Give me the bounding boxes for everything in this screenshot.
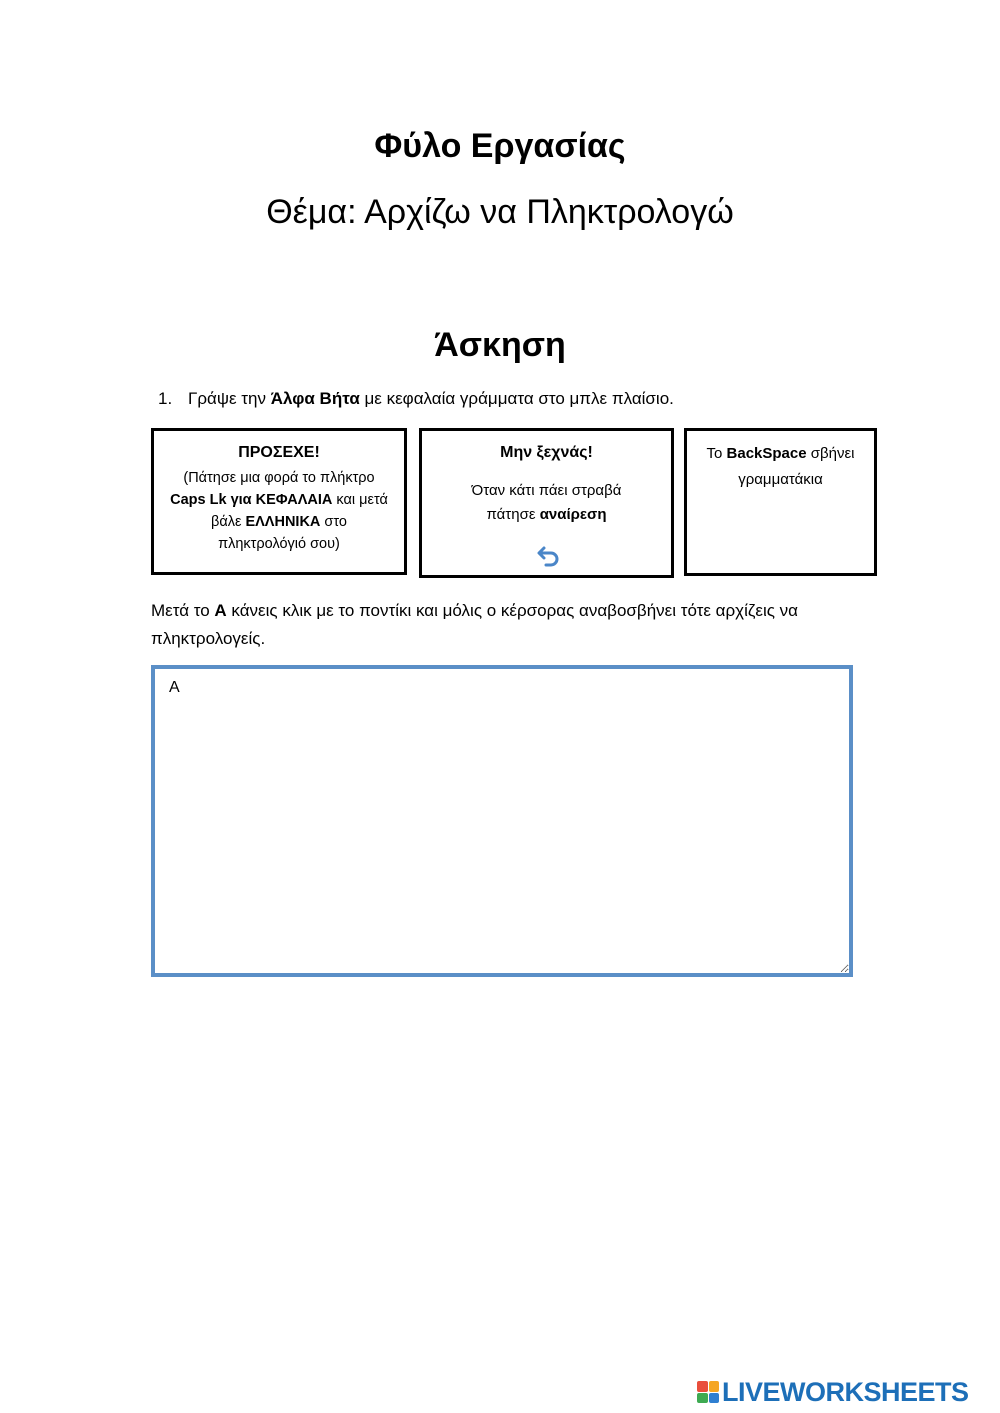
attention-line-2 bbox=[154, 489, 404, 511]
liveworksheets-logo bbox=[697, 1378, 969, 1406]
reminder-box bbox=[419, 428, 674, 578]
attention-body bbox=[154, 467, 404, 555]
backspace-bold: BackSpace bbox=[726, 445, 807, 462]
attention-title: ΠΡΟΣΕΧΕ! bbox=[238, 444, 320, 461]
attention-line-3 bbox=[154, 511, 404, 533]
attention-line-3-after: στο bbox=[320, 514, 347, 530]
attention-line-2-after: και μετά bbox=[332, 492, 388, 508]
backspace-line-1 bbox=[687, 441, 874, 467]
logo-text: LIVEWORKSHEETS bbox=[722, 1377, 969, 1407]
attention-line-4: πληκτρολόγιό σου) bbox=[218, 536, 340, 552]
answer-textbox[interactable] bbox=[151, 665, 853, 977]
backspace-after: σβήνει bbox=[806, 445, 855, 462]
undo-bold: αναίρεση bbox=[539, 506, 607, 523]
backspace-before: Το bbox=[706, 445, 727, 462]
reminder-body bbox=[422, 479, 671, 527]
reminder-line-2 bbox=[422, 503, 671, 527]
reminder-title: Μην ξεχνάς! bbox=[500, 444, 593, 461]
attention-line-3-before: βάλε bbox=[211, 514, 246, 530]
attention-box bbox=[151, 428, 407, 575]
instruction-number: 1. bbox=[158, 389, 173, 408]
typing-after: κάνεις κλικ με το ποντίκι και μόλις ο κέρσορας αναβοσβήνει τότε αρχίζεις να πληκτρολογείς. bbox=[151, 601, 798, 648]
backspace-box bbox=[684, 428, 877, 576]
logo-icon bbox=[697, 1381, 719, 1403]
caps-lock-bold: Caps Lk για ΚΕΦΑΛΑΙΑ bbox=[170, 492, 333, 508]
worksheet-title: Φύλο Εργασίας bbox=[374, 127, 626, 165]
worksheet-subtitle: Θέμα: Αρχίζω να Πληκτρολογώ bbox=[266, 193, 734, 231]
typing-instruction bbox=[151, 597, 871, 653]
greek-bold: ΕΛΛΗΝΙΚΑ bbox=[245, 514, 321, 530]
reminder-line-2-before: πάτησε bbox=[486, 506, 540, 523]
undo-icon bbox=[536, 543, 562, 569]
typing-bold-letter: Α bbox=[214, 601, 227, 620]
attention-line-1: (Πάτησε μια φορά το πλήκτρο bbox=[183, 470, 375, 486]
backspace-line-2: γραμματάκια bbox=[738, 471, 823, 488]
reminder-line-1: Όταν κάτι πάει στραβά bbox=[471, 482, 622, 499]
instruction-text-after: με κεφαλαία γράμματα στο μπλε πλαίσιο. bbox=[359, 389, 674, 408]
exercise-heading: Άσκηση bbox=[434, 326, 566, 364]
exercise-instruction bbox=[158, 387, 674, 411]
typing-before: Μετά το bbox=[151, 601, 215, 620]
instruction-bold: Άλφα Βήτα bbox=[270, 389, 360, 408]
backspace-body bbox=[687, 441, 874, 493]
instruction-text-before: Γράψε την bbox=[188, 389, 271, 408]
